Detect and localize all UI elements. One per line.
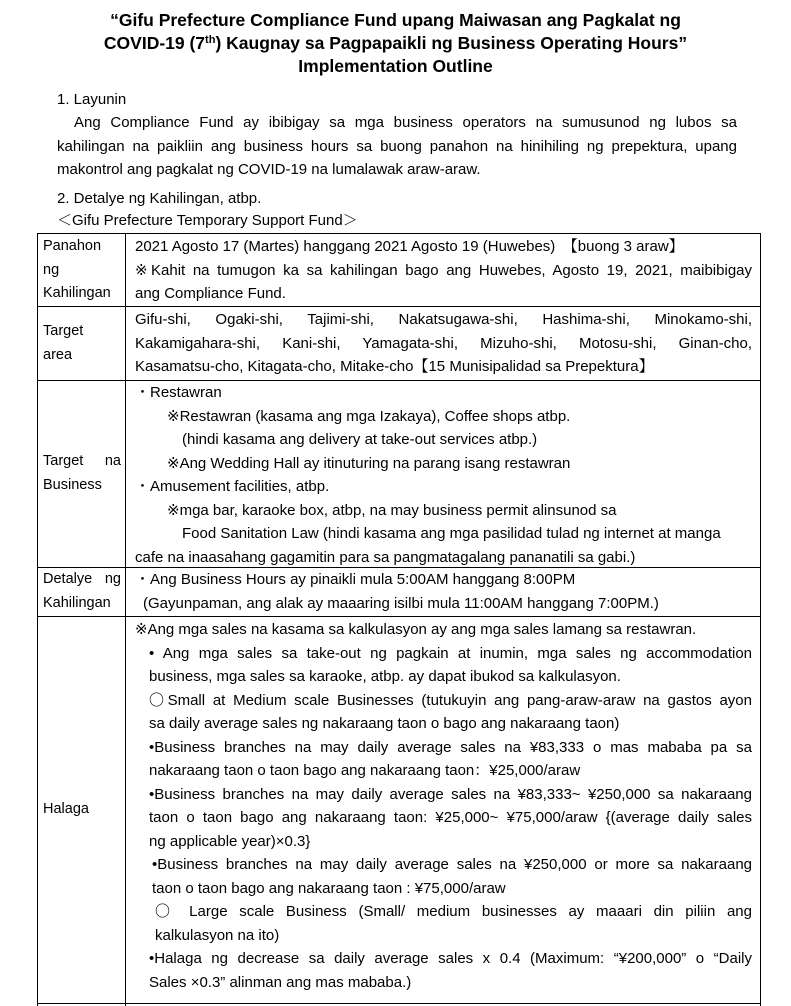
table-border-right [760, 233, 761, 1006]
content-line: •Halaga ng decrease sa daily average sales x 0.4 (Maximum: “¥200,000” o “Daily [149, 950, 752, 967]
content-line: 〇Small at Medium scale Businesses (tutukuyin ang pang-araw-araw na gastos ayon [149, 691, 752, 709]
label-line: Target [43, 323, 84, 339]
content-line: nakaraang taon o taon bago ang nakaraang taon：¥25,000/araw [149, 762, 581, 779]
table-row-divider [37, 306, 761, 307]
section-1-paragraph [57, 111, 737, 182]
content-line: ang Compliance Fund. [135, 285, 286, 302]
title-text: ) Kaugnay sa Pagpapaikli ng Business Operating Hours” [215, 33, 688, 53]
row-label-panahon [43, 235, 129, 306]
content-line: Sales ×0.3” alinman ang mas mababa.) [149, 973, 412, 991]
label-line: Kahilingan [43, 594, 111, 611]
table-border-top [37, 233, 761, 234]
content-line: ・Amusement facilities, atbp. [135, 478, 330, 495]
document-title-line-3: Implementation Outline [298, 56, 493, 76]
row-content-detalye [135, 568, 752, 615]
label-line: Business [43, 476, 102, 493]
label-line: Halaga [43, 801, 89, 817]
content-line: Food Sanitation Law (hindi kasama ang mga pasilidad tulad ng internet at manga [182, 525, 721, 542]
content-line: sa daily average sales ng nakaraang taon o bago ang nakaraang taon) [149, 715, 620, 732]
label-line: Kahilingan [43, 285, 111, 301]
row-label-target-business [43, 450, 121, 497]
document-title-line-1: “Gifu Prefecture Compliance Fund upang Maiwasan ang Pagkalat ng [110, 10, 681, 30]
content-line: • Ang mga sales sa take-out ng pagkain at inumin, mga sales ng accommodation [149, 644, 752, 662]
row-label-target-area [43, 320, 129, 367]
label-line: Target na [43, 453, 121, 469]
label-line: Detalye ng [43, 571, 121, 587]
content-line: ・Restawran [135, 384, 222, 401]
table-row-divider [37, 616, 761, 617]
content-line: taon o taon bago ang nakaraang taon: ¥25,000~ ¥75,000/araw {(average daily sales [149, 809, 752, 826]
row-content-target-area [135, 308, 752, 379]
content-line: •Business branches na may daily average sales na ¥250,000 or more sa nakaraang [152, 856, 752, 873]
title-text: COVID-19 (7 [103, 33, 206, 53]
content-line: (Gayunpaman, ang alak ay maaaring isilbi mula 11:00AM hanggang 7:00PM.) [143, 594, 659, 612]
title-superscript: th [205, 34, 216, 46]
content-line: •Business branches na may daily average sales na ¥83,333 o mas mababa pa sa [149, 738, 752, 756]
content-line: ng applicable year)×0.3} [149, 832, 311, 850]
content-line: •Business branches na may daily average sales na ¥83,333~ ¥250,000 sa nakaraang [149, 785, 752, 803]
content-line: 〇 Large scale Business (Small/ medium businesses ay maaari din piliin ang [155, 903, 752, 920]
section-1-heading: 1. Layunin [57, 91, 127, 108]
content-line: Kasamatsu-cho, Kitagata-cho, Mitake-cho【15 Munisipalidad sa Prepektura】 [135, 358, 654, 375]
content-line: business, mga sales sa karaoke, atbp. ay dapat ibukod sa kalkulasyon. [149, 668, 621, 685]
paragraph-line: kahilingan na paikliin ang business hours sa buong panahon na hinihiling ng prepektura, upang [57, 137, 737, 155]
label-line: ng [43, 261, 60, 278]
row-label-detalye [43, 568, 121, 615]
content-line: (hindi kasama ang delivery at take-out services atbp.) [182, 431, 538, 448]
content-line: kalkulasyon na ito) [155, 926, 280, 944]
content-line: ※mga bar, karaoke box, atbp, na may business permit alinsunod sa [167, 501, 617, 519]
section-2-subheading: ＜Gifu Prefecture Temporary Support Fund＞ [57, 212, 358, 229]
content-line: Kakamigahara-shi, Kani-shi, Yamagata-shi, Mizuho-shi, Motosu-shi, Ginan-cho, [135, 334, 752, 352]
content-line: Gifu-shi, Ogaki-shi, Tajimi-shi, Nakatsugawa-shi, Hashima-shi, Minokamo-shi, [135, 311, 752, 328]
content-line: ・Ang Business Hours ay pinaikli mula 5:00AM hanggang 8:00PM [135, 571, 576, 588]
content-line: 2021 Agosto 17 (Martes) hanggang 2021 Agosto 19 (Huwebes) 【buong 3 araw】 [135, 238, 684, 255]
section-2-heading: 2. Detalye ng Kahilingan, atbp. [57, 190, 262, 207]
paragraph-line: Ang Compliance Fund ay ibibigay sa mga business operators na sumusunod ng lubos sa [74, 114, 737, 131]
content-line: ※Ang mga sales na kasama sa kalkulasyon ay ang mga sales lamang sa restawran. [135, 621, 697, 638]
content-line: taon o taon bago ang nakaraang taon : ¥75,000/araw [152, 879, 506, 897]
row-label-halaga [43, 798, 129, 822]
content-line: ※Kahit na tumugon ka sa kahilingan bago ang Huwebes, Agosto 19, 2021, maibibigay [135, 261, 752, 279]
document-title-line-2 [0, 33, 791, 54]
table-border-left [37, 233, 38, 1006]
row-content-target-business [135, 381, 752, 569]
paragraph-line: makontrol ang pagkalat ng COVID-19 na lumalawak araw-araw. [57, 161, 481, 178]
content-line: cafe na inaasahang gagamitin para sa pangmatagalang pananatili sa gabi.) [135, 548, 636, 566]
label-line: Panahon [43, 238, 102, 254]
table-row-divider [37, 1003, 761, 1004]
content-line: ※Ang Wedding Hall ay itinuturing na parang isang restawran [167, 454, 571, 472]
row-content-panahon [135, 235, 752, 306]
label-line: area [43, 346, 73, 363]
content-line: ※Restawran (kasama ang mga Izakaya), Coffee shops atbp. [167, 407, 571, 425]
row-content-halaga [135, 618, 752, 994]
